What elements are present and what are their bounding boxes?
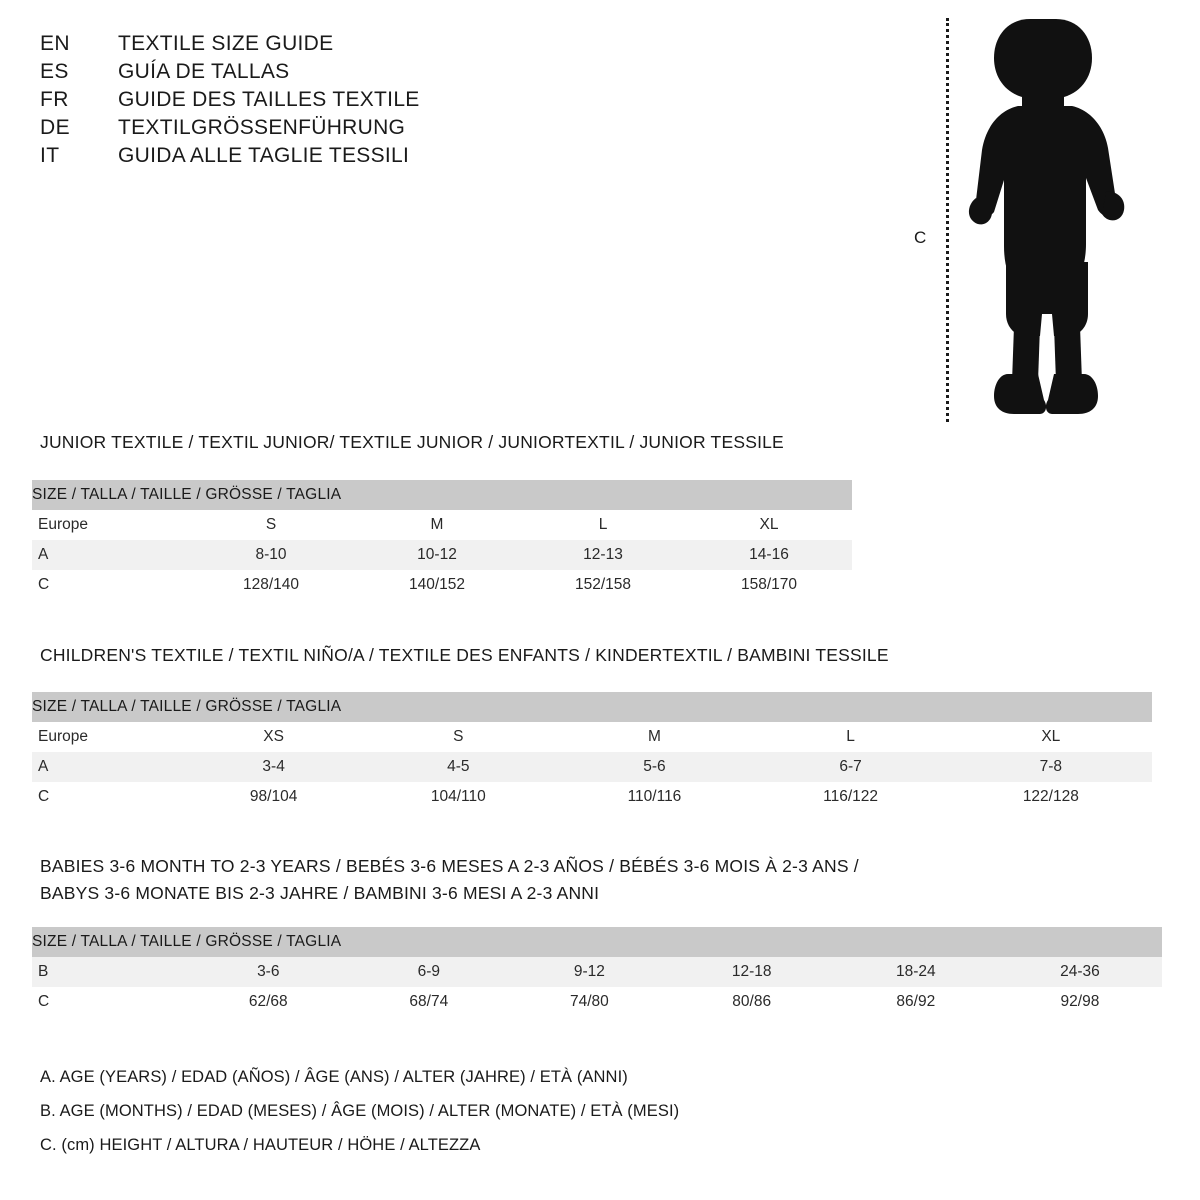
title-row-de [40, 116, 660, 140]
footnote-c: C. (cm) HEIGHT / ALTURA / HAUTEUR / HÖHE / ALTEZZA [40, 1136, 481, 1154]
junior-europe-label: Europe [32, 510, 188, 540]
junior-band-label: SIZE / TALLA / TAILLE / GRÖSSE / TAGLIA [32, 480, 852, 510]
children-size-table [32, 692, 1152, 812]
children-europe-label: Europe [32, 722, 188, 752]
junior-row-c [32, 570, 852, 600]
junior-size-row [32, 510, 852, 540]
children-row-a [32, 752, 1152, 782]
section-heading-babies-line2: BABYS 3-6 MONATE BIS 2-3 JAHRE / BAMBINI 3-6 MESI A 2-3 ANNI [40, 883, 600, 903]
toddler-silhouette-icon [956, 14, 1156, 424]
children-row-c-v3: 110/116 [557, 782, 751, 812]
title-row-en [40, 32, 660, 56]
title-text-it: GUIDA ALLE TAGLIE TESSILI [118, 144, 410, 167]
junior-row-c-v1: 128/140 [188, 570, 354, 600]
junior-band-row [32, 480, 852, 510]
junior-row-c-label: C [32, 570, 188, 600]
children-band-label: SIZE / TALLA / TAILLE / GRÖSSE / TAGLIA [32, 692, 1152, 722]
babies-row-b-v3: 9-12 [509, 957, 670, 987]
title-text-de: TEXTILGRÖSSENFÜHRUNG [118, 116, 406, 139]
junior-size-m: M [354, 510, 520, 540]
title-row-it [40, 144, 660, 168]
junior-row-a [32, 540, 852, 570]
height-measure-dotted-line [946, 18, 949, 422]
babies-size-table [32, 927, 1162, 1017]
title-block [40, 32, 660, 172]
junior-row-a-v1: 8-10 [188, 540, 354, 570]
babies-band-row [32, 927, 1162, 957]
junior-size-s: S [188, 510, 354, 540]
junior-row-a-v4: 14-16 [686, 540, 852, 570]
section-heading-babies-line1: BABIES 3-6 MONTH TO 2-3 YEARS / BEBÉS 3-6 MESES A 2-3 AÑOS / BÉBÉS 3-6 MOIS À 2-3 ANS / [40, 856, 859, 876]
babies-row-c-v1: 62/68 [188, 987, 349, 1017]
title-text-es: GUÍA DE TALLAS [118, 60, 290, 83]
children-row-c-v1: 98/104 [188, 782, 359, 812]
children-row-a-v2: 4-5 [359, 752, 557, 782]
footnotes [40, 1068, 1140, 1170]
junior-size-l: L [520, 510, 686, 540]
babies-row-b-v4: 12-18 [670, 957, 834, 987]
title-lang-fr: FR [40, 88, 69, 111]
babies-row-b-v5: 18-24 [834, 957, 998, 987]
children-band-row [32, 692, 1152, 722]
junior-row-a-v2: 10-12 [354, 540, 520, 570]
babies-row-b-label: B [32, 957, 188, 987]
footnote-a: A. AGE (YEARS) / EDAD (AÑOS) / ÂGE (ANS) / ALTER (JAHRE) / ETÀ (ANNI) [40, 1068, 628, 1086]
babies-row-c-v3: 74/80 [509, 987, 670, 1017]
babies-row-c-v2: 68/74 [349, 987, 510, 1017]
children-row-c [32, 782, 1152, 812]
children-size-row [32, 722, 1152, 752]
children-row-c-v5: 122/128 [950, 782, 1152, 812]
children-size-xs: XS [188, 722, 359, 752]
children-row-a-v4: 6-7 [751, 752, 949, 782]
children-row-c-v2: 104/110 [359, 782, 557, 812]
junior-row-c-v2: 140/152 [354, 570, 520, 600]
junior-row-c-v3: 152/158 [520, 570, 686, 600]
babies-row-b-v1: 3-6 [188, 957, 349, 987]
title-text-en: TEXTILE SIZE GUIDE [118, 32, 334, 55]
figure-measure-label: C [914, 228, 927, 247]
children-row-c-label: C [32, 782, 188, 812]
children-row-a-v5: 7-8 [950, 752, 1152, 782]
babies-row-c-v5: 86/92 [834, 987, 998, 1017]
babies-row-c-v4: 80/86 [670, 987, 834, 1017]
footnote-b: B. AGE (MONTHS) / EDAD (MESES) / ÂGE (MOIS) / ALTER (MONATE) / ETÀ (MESI) [40, 1102, 680, 1120]
junior-size-table [32, 480, 852, 600]
babies-row-c-label: C [32, 987, 188, 1017]
junior-row-a-v3: 12-13 [520, 540, 686, 570]
babies-row-b-v6: 24-36 [998, 957, 1162, 987]
section-heading-junior: JUNIOR TEXTILE / TEXTIL JUNIOR/ TEXTILE JUNIOR / JUNIORTEXTIL / JUNIOR TESSILE [40, 432, 784, 452]
title-lang-de: DE [40, 116, 70, 139]
children-row-a-label: A [32, 752, 188, 782]
children-row-a-v1: 3-4 [188, 752, 359, 782]
children-size-s: S [359, 722, 557, 752]
children-row-a-v3: 5-6 [557, 752, 751, 782]
title-lang-it: IT [40, 144, 60, 167]
junior-size-xl: XL [686, 510, 852, 540]
title-lang-es: ES [40, 60, 69, 83]
babies-band-label: SIZE / TALLA / TAILLE / GRÖSSE / TAGLIA [32, 927, 1162, 957]
babies-row-b-v2: 6-9 [349, 957, 510, 987]
title-row-fr [40, 88, 660, 112]
section-heading-children: CHILDREN'S TEXTILE / TEXTIL NIÑO/A / TEXTILE DES ENFANTS / KINDERTEXTIL / BAMBINI TESSILE [40, 645, 889, 665]
babies-row-c-v6: 92/98 [998, 987, 1162, 1017]
junior-row-c-v4: 158/170 [686, 570, 852, 600]
title-row-es [40, 60, 660, 84]
babies-row-c [32, 987, 1162, 1017]
title-lang-en: EN [40, 32, 70, 55]
children-size-m: M [557, 722, 751, 752]
title-text-fr: GUIDE DES TAILLES TEXTILE [118, 88, 420, 111]
babies-row-b [32, 957, 1162, 987]
section-heading-babies [40, 856, 859, 904]
children-size-l: L [751, 722, 949, 752]
junior-row-a-label: A [32, 540, 188, 570]
children-size-xl: XL [950, 722, 1152, 752]
child-figure [900, 10, 1180, 420]
children-row-c-v4: 116/122 [751, 782, 949, 812]
